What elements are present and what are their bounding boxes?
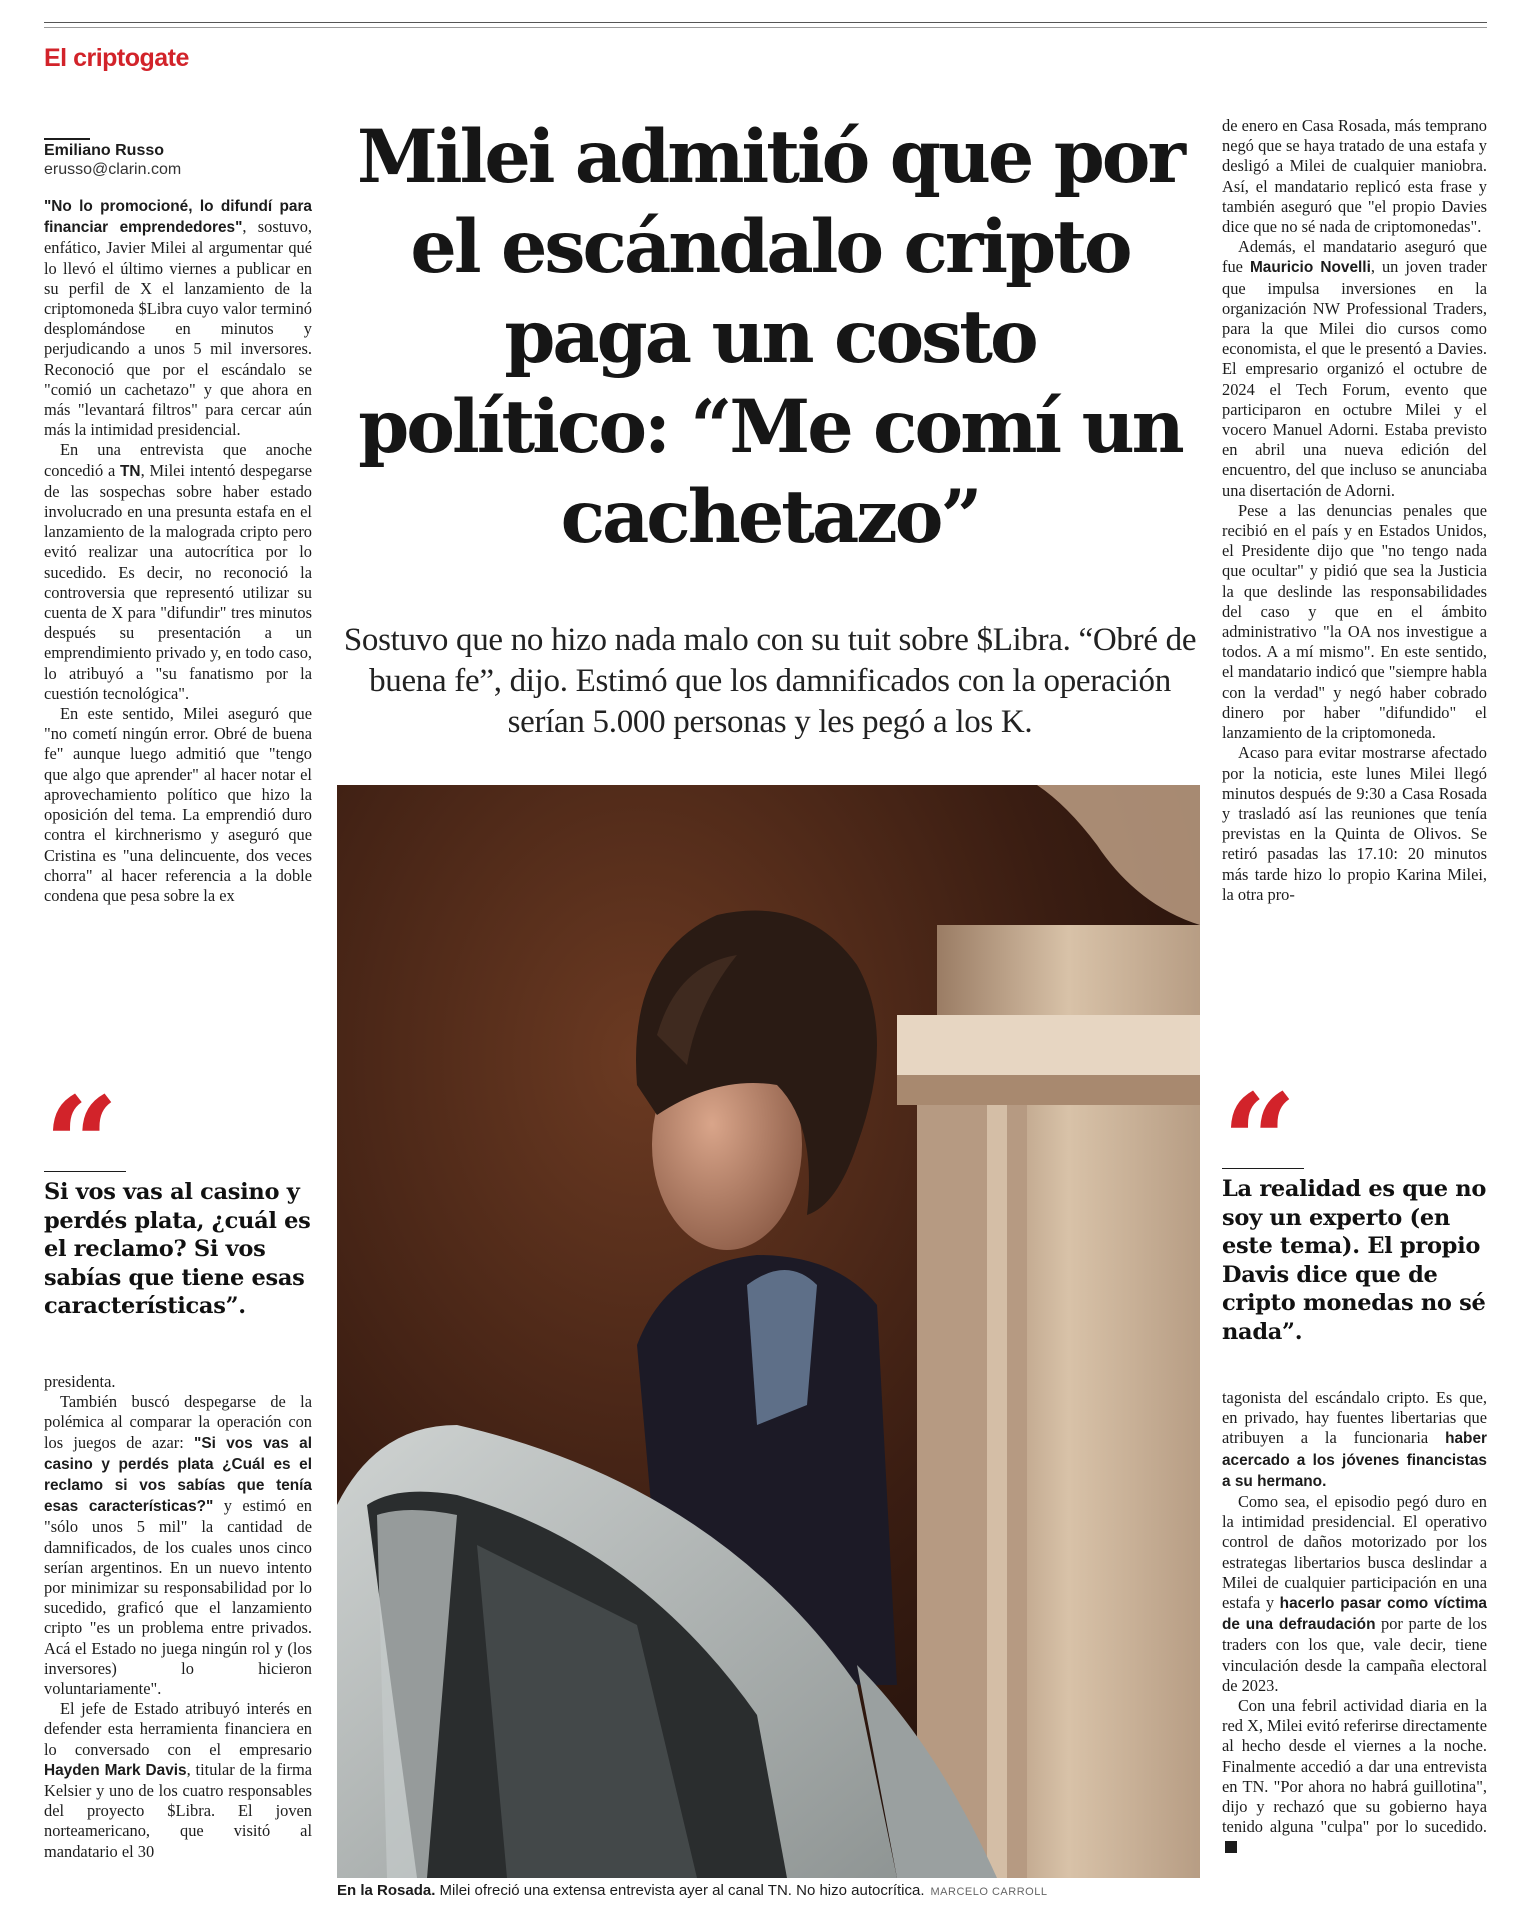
paragraph: En este sentido, Milei aseguró que "no cometí ningún error. Obré de buena fe" aunque luego admitió que "tengo que algo que aprender" al hacer notar el aprovechamiento político que hizo la oposición del tema. La emprendió duro contra el kirchnerismo y aseguró que Cristina es "una delincuente, dos veces chorra" al hacer referencia a la doble condena que pesa sobre la ex — [44, 704, 312, 905]
end-mark-icon — [1225, 1841, 1237, 1853]
column-right-bottom — [1222, 1388, 1487, 1858]
main-photo — [337, 785, 1200, 1878]
caption-lead: En la Rosada. — [337, 1882, 436, 1899]
byline-email[interactable]: erusso@clarin.com — [44, 161, 182, 178]
section-tag: El criptogate — [44, 44, 189, 72]
headline: Milei admitió que por el escándalo cripto paga un costo político: “Me comí un cachetazo” — [357, 114, 1183, 560]
column-right-top — [1222, 116, 1487, 905]
paragraph: Pese a las denuncias penales que recibió en el país y en Estados Unidos, el Presidente dijo que "no tengo nada que ocultar" y pidió que sea la Justicia la que deslinde las responsabilidades del caso y que en el ámbito administrativo "la OA nos investigue a todos. A a mí mismo". En este sentido, el mandatario indicó que "siempre habla con la verdad" y negó haber cobrado dinero por haber "difundido" el lanzamiento de la criptomoneda. — [1222, 500, 1487, 743]
paragraph: tagonista del escándalo cripto. Es que, en privado, hay fuentes libertarias que atribuyen a la funcionaria haber acercado a los jóvenes financistas a su hermano. — [1222, 1388, 1487, 1490]
caption-text: Milei ofreció una extensa entrevista ayer al canal TN. No hizo autocrítica. — [435, 1882, 925, 1899]
pull-quote-text: Si vos vas al casino y perdés plata, ¿cuál es el reclamo? Si vos sabías que tiene esas características”. — [44, 1179, 311, 1319]
paragraph: El jefe de Estado atribuyó interés en defender esta herramienta financiera en lo conversado con el empresario Hayden Mark Davis, titular de la firma Kelsier y uno de los cuatro responsables del proyecto $Libra. El joven norteamericano, que visitó al mandatario el 30 — [44, 1699, 312, 1861]
photo-caption — [337, 1882, 1200, 1899]
quote-mark-icon: “ — [1222, 1065, 1297, 1218]
photo-credit: MARCELO CARROLL — [930, 1886, 1048, 1898]
pull-quote-right — [1222, 1065, 1487, 1346]
paragraph: Con una febril actividad diaria en la red X, Milei evitó referirse directamente al hecho desde el viernes a la noche. Finalmente accedió a dar una entrevista en TN. "Por ahora no habrá guillotina", dijo y rechazó que su gobierno haya tenido alguna "culpa" por lo sucedido. — [1222, 1696, 1487, 1858]
paragraph: En una entrevista que anoche concedió a TN, Milei intentó despegarse de las sospechas sobre haber estado involucrado en una presunta estafa en el lanzamiento de la malograda cripto pero evitó realizar una autocrítica por lo sucedido. Es decir, no reconoció la controversia que representó utilizar su cuenta de X para "difundir" tres minutos después su presentación a un emprendimiento privado y, en todo caso, lo atribuyó a "su fanatismo por la cuestión tecnológica". — [44, 440, 312, 703]
lead-quote: "No lo promocioné, lo difundí para financiar emprendedores" — [44, 198, 312, 237]
top-rule-secondary — [44, 27, 1487, 28]
paragraph: presidenta. — [44, 1372, 116, 1391]
paragraph: Acaso para evitar mostrarse afectado por la noticia, este lunes Milei llegó minutos después de 9:30 a Casa Rosada y trasladó así las reuniones que tenía previstas en la Quinta de Olivos. Se retiró pasadas las 17.10: 20 minutos más tarde hizo lo propio Karina Milei, la otra pro- — [1222, 743, 1487, 904]
column-left-bottom — [44, 1372, 312, 1862]
quote-mark-icon: “ — [44, 1068, 119, 1221]
byline-author: Emiliano Russo — [44, 138, 90, 160]
paragraph: "No lo promocioné, lo difundí para financiar emprendedores", sostuvo, enfático, Javier Milei al argumentar qué lo llevó el último viernes a publicar en su perfil de X el lanzamiento de la criptomoneda $Libra cuyo valor terminó desplomándose en minutos y perjudicando a unos 5 mil inversores. Reconoció que por el escándalo se "comió un cachetazo" y que ahora en más "levantará filtros" para cercar aún más la intimidad presidencial. — [44, 198, 312, 440]
paragraph: Además, el mandatario aseguró que fue Mauricio Novelli, un joven trader que impulsa inversiones en la organización NW Professional Traders, para la que Milei dio cursos como economista, el que le presentó a Davies. El empresario organizó el octubre de 2024 el Tech Forum, evento que participaron en octubre Milei y el vocero Manuel Adorni. Estaba previsto en abril una nueva edición del encuentro, del que incluso se anunciaba una disertación de Adorni. — [1222, 237, 1487, 500]
paragraph: de enero en Casa Rosada, más temprano negó que se haya tratado de una estafa y desligó a Milei de cualquier maniobra. Así, el mandatario replicó esta frase y también aseguró que "el propio Davies dice que no sé nada de criptomonedas". — [1222, 116, 1487, 237]
photo-illustration — [337, 785, 1200, 1878]
paragraph: También buscó despegarse de la polémica al comparar la operación con los juegos de azar: "Si vos vas al casino y perdés plata ¿Cuál es el reclamo si vos sabías que tenía esas características?" y estimó en "sólo unos 5 mil" la cantidad de damnificados, de los cuales unos cinco serían argentinos. En un nuevo intento por minimizar su responsabilidad por lo sucedido, graficó que el lanzamiento cripto "es un problema entre privados. Acá el Estado no juega ningún rol y (los inversores) lo hicieron voluntariamente". — [44, 1392, 313, 1699]
paragraph: Como sea, el episodio pegó duro en la intimidad presidencial. El operativo control de daños motorizado por los estrategas libertarios busca deslindar a Milei de cualquier participación en una estafa y hacerlo pasar como víctima de una defraudación por parte de los traders con los que, vale decir, tiene vinculación desde la campaña electoral de 2023. — [1222, 1492, 1487, 1695]
pull-quote-left — [44, 1068, 312, 1321]
column-left-top — [44, 196, 312, 906]
top-rule — [44, 22, 1487, 23]
deck-subheadline: Sostuvo que no hizo nada malo con su tuit sobre $Libra. “Obré de buena fe”, dijo. Estimó que los damnificados con la operación serían 5.000 personas y les pegó a los K. — [343, 622, 1197, 740]
pull-quote-text: La realidad es que no soy un experto (en este tema). El propio Davis dice que de cripto monedas no sé nada”. — [1222, 1176, 1487, 1345]
